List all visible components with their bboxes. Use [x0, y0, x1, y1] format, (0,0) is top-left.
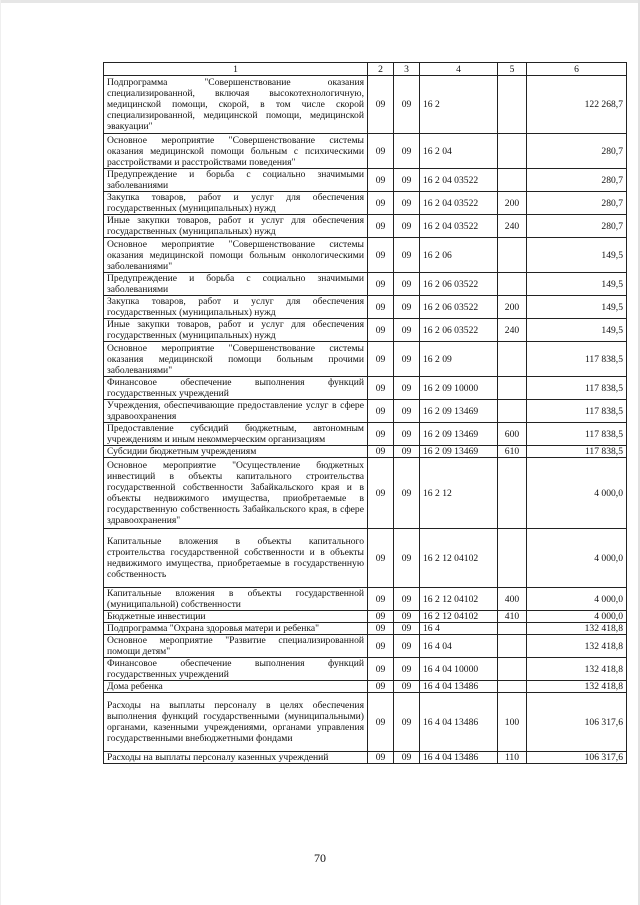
table-row [104, 192, 627, 215]
row-section-code: 09 [368, 752, 394, 764]
table-row [104, 134, 627, 169]
row-section-code: 09 [368, 681, 394, 693]
table-row [104, 377, 627, 400]
table-row [104, 400, 627, 423]
row-name: Финансовое обеспечение выполнения функций государственных учреждений [104, 658, 368, 681]
column-number-5: 5 [498, 63, 527, 76]
row-subsection-code: 09 [394, 76, 420, 134]
row-target-article-code: 16 2 09 [420, 342, 498, 377]
row-section-code: 09 [368, 400, 394, 423]
row-section-code: 09 [368, 76, 394, 134]
row-section-code: 09 [368, 273, 394, 296]
row-section-code: 09 [368, 169, 394, 192]
row-name: Предупреждение и борьба с социально значимыми заболеваниями [104, 273, 368, 296]
row-name: Дома ребенка [104, 681, 368, 693]
row-section-code: 09 [368, 658, 394, 681]
row-subsection-code: 09 [394, 377, 420, 400]
row-target-article-code: 16 2 [420, 76, 498, 134]
row-expense-type-code [498, 658, 527, 681]
row-expense-type-code: 240 [498, 319, 527, 342]
row-expense-type-code: 600 [498, 423, 527, 446]
row-amount: 132 418,8 [527, 681, 627, 693]
table-row [104, 446, 627, 458]
row-subsection-code: 09 [394, 458, 420, 529]
row-target-article-code: 16 2 12 04102 [420, 611, 498, 623]
row-amount: 132 418,8 [527, 635, 627, 658]
row-amount: 132 418,8 [527, 623, 627, 635]
column-number-6: 6 [527, 63, 627, 76]
table-row [104, 752, 627, 764]
row-name: Подпрограмма "Совершенствование оказания специализированной, включая высокотехнологичную, медицинской помощи, скорой, в том числе скорой специализированной, медицинской помощи, медицинской эвакуации" [104, 76, 368, 134]
row-name: Основное мероприятие "Совершенствование системы оказания медицинской помощи больным онкологическими заболеваниями" [104, 238, 368, 273]
row-amount: 117 838,5 [527, 423, 627, 446]
row-subsection-code: 09 [394, 423, 420, 446]
row-target-article-code: 16 2 12 04102 [420, 529, 498, 588]
row-section-code: 09 [368, 446, 394, 458]
table-row [104, 296, 627, 319]
row-section-code: 09 [368, 635, 394, 658]
row-target-article-code: 16 2 09 10000 [420, 377, 498, 400]
row-section-code: 09 [368, 693, 394, 752]
row-amount: 132 418,8 [527, 658, 627, 681]
row-amount: 280,7 [527, 215, 627, 238]
row-expense-type-code: 100 [498, 693, 527, 752]
row-target-article-code: 16 4 04 13486 [420, 693, 498, 752]
row-name: Бюджетные инвестиции [104, 611, 368, 623]
row-amount: 106 317,6 [527, 693, 627, 752]
row-subsection-code: 09 [394, 238, 420, 273]
row-amount: 122 268,7 [527, 76, 627, 134]
row-expense-type-code [498, 623, 527, 635]
row-expense-type-code [498, 377, 527, 400]
row-target-article-code: 16 4 04 13486 [420, 681, 498, 693]
row-amount: 280,7 [527, 134, 627, 169]
table-row [104, 611, 627, 623]
row-amount: 149,5 [527, 296, 627, 319]
row-subsection-code: 09 [394, 192, 420, 215]
row-subsection-code: 09 [394, 681, 420, 693]
row-target-article-code: 16 2 06 [420, 238, 498, 273]
row-expense-type-code: 400 [498, 588, 527, 611]
row-amount: 117 838,5 [527, 446, 627, 458]
row-target-article-code: 16 2 12 04102 [420, 588, 498, 611]
row-expense-type-code: 110 [498, 752, 527, 764]
row-target-article-code: 16 2 06 03522 [420, 319, 498, 342]
row-target-article-code: 16 2 04 03522 [420, 215, 498, 238]
row-subsection-code: 09 [394, 623, 420, 635]
row-name: Подпрограмма "Охрана здоровья матери и ребенка" [104, 623, 368, 635]
row-amount: 4 000,0 [527, 458, 627, 529]
row-expense-type-code: 410 [498, 611, 527, 623]
scan-edge-top [0, 0, 640, 3]
column-number-2: 2 [368, 63, 394, 76]
row-expense-type-code [498, 400, 527, 423]
row-amount: 117 838,5 [527, 342, 627, 377]
row-expense-type-code: 240 [498, 215, 527, 238]
row-target-article-code: 16 2 09 13469 [420, 423, 498, 446]
row-subsection-code: 09 [394, 134, 420, 169]
row-section-code: 09 [368, 377, 394, 400]
row-subsection-code: 09 [394, 296, 420, 319]
row-subsection-code: 09 [394, 635, 420, 658]
row-expense-type-code [498, 134, 527, 169]
row-expense-type-code: 200 [498, 296, 527, 319]
row-section-code: 09 [368, 319, 394, 342]
row-expense-type-code [498, 529, 527, 588]
row-expense-type-code [498, 681, 527, 693]
row-section-code: 09 [368, 192, 394, 215]
row-name: Предоставление субсидий бюджетным, автономным учреждениям и иным некоммерческим организациям [104, 423, 368, 446]
row-amount: 149,5 [527, 273, 627, 296]
row-amount: 280,7 [527, 169, 627, 192]
row-name: Субсидии бюджетным учреждениям [104, 446, 368, 458]
row-name: Основное мероприятие "Совершенствование системы оказания медицинской помощи больным прочими заболеваниями" [104, 342, 368, 377]
row-amount: 117 838,5 [527, 400, 627, 423]
row-target-article-code: 16 2 06 03522 [420, 296, 498, 319]
row-amount: 149,5 [527, 319, 627, 342]
row-target-article-code: 16 2 04 03522 [420, 192, 498, 215]
row-name: Иные закупки товаров, работ и услуг для обеспечения государственных (муниципальных) нужд [104, 215, 368, 238]
row-name: Капитальные вложения в объекты государственной (муниципальной) собственности [104, 588, 368, 611]
row-subsection-code: 09 [394, 342, 420, 377]
row-section-code: 09 [368, 423, 394, 446]
row-name: Закупка товаров, работ и услуг для обеспечения государственных (муниципальных) нужд [104, 296, 368, 319]
table-row [104, 342, 627, 377]
row-expense-type-code: 610 [498, 446, 527, 458]
row-amount: 280,7 [527, 192, 627, 215]
table-row [104, 76, 627, 134]
row-amount: 4 000,0 [527, 529, 627, 588]
table-row [104, 423, 627, 446]
row-target-article-code: 16 2 12 [420, 458, 498, 529]
row-target-article-code: 16 4 04 [420, 635, 498, 658]
row-expense-type-code [498, 238, 527, 273]
row-subsection-code: 09 [394, 446, 420, 458]
row-section-code: 09 [368, 215, 394, 238]
table-row [104, 458, 627, 529]
row-subsection-code: 09 [394, 611, 420, 623]
table-row [104, 588, 627, 611]
table-row [104, 635, 627, 658]
table-row [104, 623, 627, 635]
row-name: Основное мероприятие "Совершенствование системы оказания медицинской помощи больным с психическими расстройствами и расстройствами поведения" [104, 134, 368, 169]
row-amount: 149,5 [527, 238, 627, 273]
row-expense-type-code [498, 273, 527, 296]
column-number-3: 3 [394, 63, 420, 76]
table-row [104, 658, 627, 681]
row-target-article-code: 16 4 [420, 623, 498, 635]
row-name: Финансовое обеспечение выполнения функций государственных учреждений [104, 377, 368, 400]
row-name: Основное мероприятие "Осуществление бюджетных инвестиций в объекты капитального строительства государственной собственности Забайкальского края и в объекты недвижимого имущества, приобретаемые в государственную собственность Забайкальского края, в сфере здравоохранения" [104, 458, 368, 529]
row-name: Иные закупки товаров, работ и услуг для обеспечения государственных (муниципальных) нужд [104, 319, 368, 342]
scan-edge-left [0, 0, 1, 905]
page-number: 70 [314, 851, 326, 865]
row-name: Учреждения, обеспечивающие предоставление услуг в сфере здравоохранения [104, 400, 368, 423]
row-amount: 4 000,0 [527, 611, 627, 623]
row-name: Предупреждение и борьба с социально значимыми заболеваниями [104, 169, 368, 192]
row-subsection-code: 09 [394, 658, 420, 681]
row-target-article-code: 16 2 09 13469 [420, 446, 498, 458]
row-expense-type-code [498, 635, 527, 658]
row-section-code: 09 [368, 238, 394, 273]
row-subsection-code: 09 [394, 169, 420, 192]
budget-table [103, 62, 627, 764]
row-name: Капитальные вложения в объекты капитального строительства государственной собственности и в объекты недвижимого имущества, приобретаемые в государственную собственность [104, 529, 368, 588]
row-name: Расходы на выплаты персоналу в целях обеспечения выполнения функций государственными (муниципальными) органами, казенными учреждениями, органами управления государственными внебюджетными фондами [104, 693, 368, 752]
row-amount: 117 838,5 [527, 377, 627, 400]
row-section-code: 09 [368, 529, 394, 588]
table-row [104, 238, 627, 273]
row-expense-type-code [498, 458, 527, 529]
row-expense-type-code [498, 342, 527, 377]
table-row [104, 169, 627, 192]
row-section-code: 09 [368, 588, 394, 611]
row-name: Закупка товаров, работ и услуг для обеспечения государственных (муниципальных) нужд [104, 192, 368, 215]
table-row [104, 319, 627, 342]
row-subsection-code: 09 [394, 273, 420, 296]
row-target-article-code: 16 2 04 [420, 134, 498, 169]
row-amount: 106 317,6 [527, 752, 627, 764]
table-row [104, 693, 627, 752]
row-target-article-code: 16 2 06 03522 [420, 273, 498, 296]
row-section-code: 09 [368, 458, 394, 529]
row-subsection-code: 09 [394, 588, 420, 611]
row-subsection-code: 09 [394, 529, 420, 588]
row-target-article-code: 16 2 04 03522 [420, 169, 498, 192]
table-row [104, 681, 627, 693]
row-section-code: 09 [368, 623, 394, 635]
row-subsection-code: 09 [394, 215, 420, 238]
row-expense-type-code [498, 76, 527, 134]
table-header-row [104, 63, 627, 76]
row-name: Основное мероприятие "Развитие специализированной помощи детям" [104, 635, 368, 658]
table-row [104, 273, 627, 296]
row-subsection-code: 09 [394, 752, 420, 764]
row-subsection-code: 09 [394, 319, 420, 342]
row-name: Расходы на выплаты персоналу казенных учреждений [104, 752, 368, 764]
budget-table-body [104, 63, 627, 764]
row-target-article-code: 16 4 04 10000 [420, 658, 498, 681]
row-section-code: 09 [368, 296, 394, 319]
row-expense-type-code [498, 169, 527, 192]
column-number-1: 1 [104, 63, 368, 76]
row-amount: 4 000,0 [527, 588, 627, 611]
row-section-code: 09 [368, 134, 394, 169]
table-row [104, 529, 627, 588]
column-number-4: 4 [420, 63, 498, 76]
row-subsection-code: 09 [394, 400, 420, 423]
row-target-article-code: 16 4 04 13486 [420, 752, 498, 764]
table-row [104, 215, 627, 238]
row-section-code: 09 [368, 342, 394, 377]
row-target-article-code: 16 2 09 13469 [420, 400, 498, 423]
row-expense-type-code: 200 [498, 192, 527, 215]
row-section-code: 09 [368, 611, 394, 623]
row-subsection-code: 09 [394, 693, 420, 752]
